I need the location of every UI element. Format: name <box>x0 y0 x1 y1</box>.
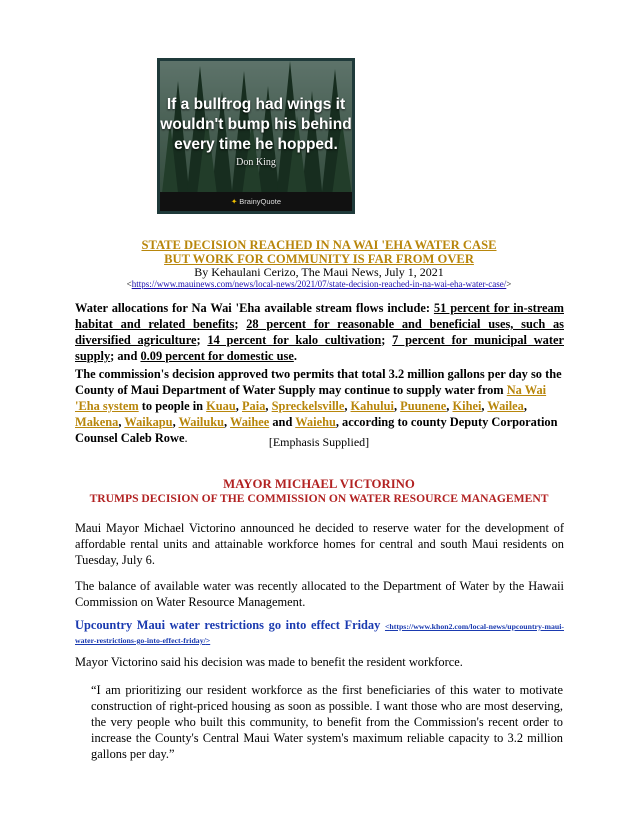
headline-line-1[interactable]: STATE DECISION REACHED IN NA WAI 'EHA WATER CASE <box>141 238 497 252</box>
quote-text <box>160 95 352 155</box>
article-headline[interactable] <box>60 238 578 266</box>
allocations-paragraph <box>75 300 564 364</box>
commission-to-people: to people in <box>138 399 207 413</box>
source-link-line <box>40 279 598 290</box>
quote-author: Don King <box>236 157 276 168</box>
khon-url-close: > <box>205 636 211 645</box>
place-link-makena[interactable]: Makena <box>75 415 119 429</box>
commission-period: . <box>184 431 188 445</box>
allocation-separator: ; and <box>110 349 141 363</box>
quote-line-2: wouldn't bump his behind <box>160 116 352 133</box>
khon-article-link[interactable]: Upcountry Maui water restrictions go into effect Friday <box>75 618 381 632</box>
quote-image <box>157 58 355 214</box>
na-wai-eha-system-link[interactable]: Na Wai 'Eha system <box>75 383 547 413</box>
place-link-waiehu[interactable]: Waiehu <box>295 415 336 429</box>
place-link-kahului[interactable]: Kahului <box>350 399 394 413</box>
mayor-paragraph-1: Maui Mayor Michael Victorino announced he decided to reserve water for the development of affordable rental units and attainable workforce homes for central and south Maui residents on Tuesday, July 6. <box>75 521 564 567</box>
brand-bar <box>160 192 352 211</box>
commission-ending: , according to county Deputy Corporation Counsel Caleb Rowe <box>75 415 558 445</box>
mayor-quote: “I am prioritizing our resident workforce as the first beneficiaries of this water to motivate construction of right-priced housing as soon as possible. I want those who are most deserving, the very people who built this community, to benefit from the Commission's recent order to increase the County's Central Maui Water system's maximum reliable capacity to 3.2 million gallons per day.” <box>91 683 563 761</box>
allocation-separator: ; <box>234 317 247 331</box>
place-link-kihei[interactable]: Kihei <box>452 399 482 413</box>
place-link-puunene[interactable]: Puunene <box>400 399 447 413</box>
allocation-instream: 51 percent for in-stream habitat and related benefits <box>75 301 564 331</box>
byline: By Kehaulani Cerizo, The Maui News, July 1, 2021 <box>194 265 444 279</box>
allocation-end: . <box>293 349 297 363</box>
headline-line-2[interactable]: BUT WORK FOR COMMUNITY IS FAR FROM OVER <box>164 252 474 266</box>
mayor-paragraph-2: The balance of available water was recently allocated to the Department of Water by the Hawaii Commission on Water Resource Management. <box>75 579 564 609</box>
allocation-beneficial: 28 percent for reasonable and beneficial uses, such as diversified agriculture <box>75 317 564 347</box>
mayor-paragraph-3: Mayor Victorino said his decision was made to benefit the resident workforce. <box>75 655 463 669</box>
commission-paragraph: The commission's decision approved two permits that total 3.2 million gallons per day so the County of Maui Department of Water Supply may continue to supply water from Na Wai 'Eha system to people in Kuau, Paia, Spreckelsville, Kahului, Puunene, Kihei, Wailea, Makena, Waikapu, Wailuku, Waihee and Waiehu, according to county Deputy Corporation Counsel Caleb Rowe. <box>75 367 562 445</box>
allocation-separator: ; <box>196 333 208 347</box>
allocation-municipal: 7 percent for municipal water supply <box>75 333 564 363</box>
place-link-paia[interactable]: Paia <box>241 399 266 413</box>
allocation-separator: ; <box>381 333 393 347</box>
place-link-wailuku[interactable]: Wailuku <box>178 415 225 429</box>
quote-line-3: every time he hopped. <box>174 136 338 153</box>
source-bracket-open: < <box>126 279 132 289</box>
place-link-waikapu[interactable]: Waikapu <box>124 415 173 429</box>
khon-url-open: < <box>384 622 390 631</box>
place-link-waihee[interactable]: Waihee <box>230 415 270 429</box>
khon-link-line <box>75 619 564 647</box>
commission-intro: The commission's decision approved two permits that total 3.2 million gallons per day so the County of Maui Department of Water Supply may continue to supply water from <box>75 367 562 397</box>
source-bracket-close: > <box>506 279 512 289</box>
section-title: MAYOR MICHAEL VICTORINO <box>223 477 415 491</box>
place-link-spreckelsville[interactable]: Spreckelsville <box>271 399 345 413</box>
source-url-link[interactable]: https://www.mauinews.com/news/local-news/2021/07/state-decision-reached-in-na-wai-eha-water-case/ <box>131 279 507 289</box>
commission-and: and <box>269 415 296 429</box>
allocation-domestic: 0.09 percent for domestic use <box>140 349 294 363</box>
place-link-kuau[interactable]: Kuau <box>206 399 236 413</box>
allocations-intro: Water allocations for Na Wai 'Eha available stream flows include: <box>75 301 434 315</box>
khon-url-link[interactable]: https://www.khon2.com/local-news/upcountry-maui-water-restrictions-go-into-effect-friday/ <box>75 622 564 645</box>
section-subtitle: TRUMPS DECISION OF THE COMMISSION ON WATER RESOURCE MANAGEMENT <box>89 492 549 505</box>
brainyquote-logo-icon: ✦ <box>231 197 238 206</box>
emphasis-note: [Emphasis Supplied] <box>268 435 370 449</box>
place-link-wailea[interactable]: Wailea <box>487 399 524 413</box>
quote-line-1: If a bullfrog had wings it <box>166 96 346 113</box>
allocation-kalo: 14 percent for kalo cultivation <box>207 333 382 347</box>
brand-name: BrainyQuote <box>239 197 281 206</box>
